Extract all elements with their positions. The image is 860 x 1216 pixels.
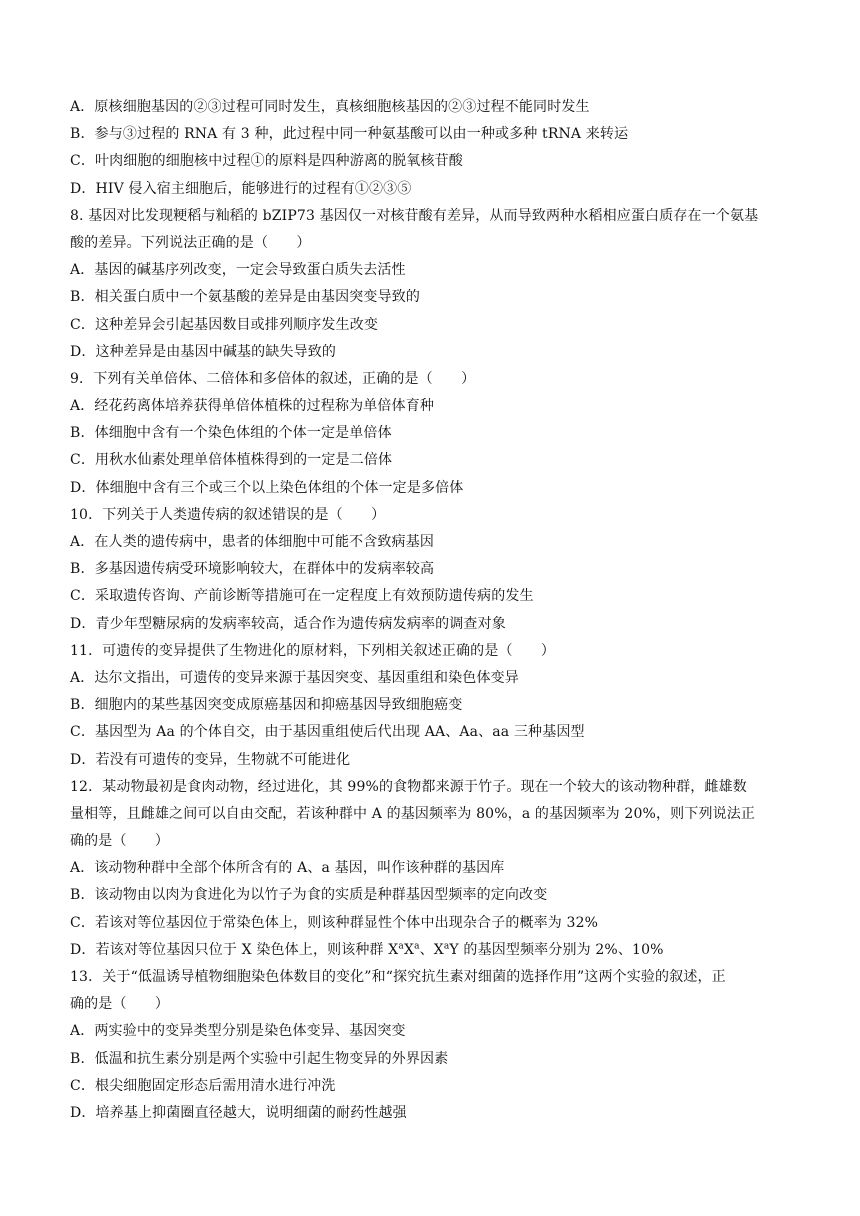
q11-option-b: B．细胞内的某些基因突变成原癌基因和抑癌基因导致细胞癌变 xyxy=(70,697,463,714)
question-10 xyxy=(70,502,808,638)
q12-stem-line-1: 12．某动物最初是食肉动物，经过进化，其 99%的食物都来源于竹子。现在一个较大的该动物种群，雌雄数 xyxy=(70,778,747,795)
q13-option-a: A．两实验中的变异类型分别是染色体变异、基因突变 xyxy=(70,1023,406,1040)
q12-option-d-sup-2: a xyxy=(414,941,420,952)
q8-stem-line-2: 酸的差异。下列说法正确的是（ ） xyxy=(70,234,311,251)
question-7-options xyxy=(70,94,808,203)
q12-option-a: A．该动物种群中全部个体所含有的 A、a 基因，叫作该种群的基因库 xyxy=(70,860,505,877)
q12-option-d-mid-2: 、X xyxy=(419,941,444,958)
q12-option-d-mid-1: X xyxy=(403,941,415,958)
q7-option-a: A．原核细胞基因的②③过程可同时发生，真核细胞核基因的②③过程不能同时发生 xyxy=(70,99,590,115)
q12-option-d xyxy=(70,937,808,964)
question-13 xyxy=(70,964,808,1127)
q9-option-a: A．经花药离体培养获得单倍体植株的过程称为单倍体育种 xyxy=(70,398,435,415)
q12-option-d-sup-3: a xyxy=(443,941,450,952)
q10-option-b: B．多基因遗传病受环境影响较大，在群体中的发病率较高 xyxy=(70,561,435,578)
q9-option-b: B．体细胞中含有一个染色体组的个体一定是单倍体 xyxy=(70,425,392,442)
question-12 xyxy=(70,774,808,964)
q12-option-b: B．该动物由以肉为食进化为以竹子为食的实质是种群基因型频率的定向改变 xyxy=(70,887,548,904)
q13-option-b: B．低温和抗生素分别是两个实验中引起生物变异的外界因素 xyxy=(70,1050,449,1067)
q8-stem-line-1: 8. 基因对比发现粳稻与籼稻的 bZIP73 基因仅一对核苷酸有差异，从而导致两种水稻相应蛋白质存在一个氨基 xyxy=(70,207,759,224)
q13-stem-line-2: 确的是（ ） xyxy=(70,996,170,1013)
q7-option-d: D．HIV 侵入宿主细胞后，能够进行的过程有①②③⑤ xyxy=(70,180,412,197)
question-9 xyxy=(70,366,808,502)
q12-stem-line-2: 量相等，且雌雄之间可以自由交配，若该种群中 A 的基因频率为 80%，a 的基因频率为 20%，则下列说法正 xyxy=(70,805,756,822)
q8-option-c: C．这种差异会引起基因数目或排列顺序发生改变 xyxy=(70,316,379,333)
question-8 xyxy=(70,203,808,366)
q12-option-d-suffix: Y 的基因型频率分别为 2%、10% xyxy=(449,941,664,958)
q8-option-d: D．这种差异是由基因中碱基的缺失导致的 xyxy=(70,343,337,360)
q13-option-d: D．培养基上抑菌圈直径越大，说明细菌的耐药性越强 xyxy=(70,1104,407,1121)
q11-option-c: C．基因型为 Aa 的个体自交，由于基因重组使后代出现 AA、Aa、aa 三种基因型 xyxy=(70,724,585,741)
question-11 xyxy=(70,638,808,774)
q10-option-d: D．青少年型糖尿病的发病率较高，适合作为遗传病发病率的调查对象 xyxy=(70,615,506,632)
q12-option-c: C．若该对等位基因位于常染色体上，则该种群显性个体中出现杂合子的概率为 32% xyxy=(70,914,599,931)
q13-stem-line-1: 13．关于“低温诱导植物细胞染色体数目的变化”和“探究抗生素对细菌的选择作用”这两个实验的叙述，正 xyxy=(70,969,726,985)
q10-stem: 10．下列关于人类遗传病的叙述错误的是（ ） xyxy=(70,506,386,523)
q10-option-c: C．采取遗传咨询、产前诊断等措施可在一定程度上有效预防遗传病的发生 xyxy=(70,588,534,605)
q8-option-a: A．基因的碱基序列改变，一定会导致蛋白质失去活性 xyxy=(70,262,406,279)
q9-option-d: D．体细胞中含有三个或三个以上染色体组的个体一定是多倍体 xyxy=(70,479,464,496)
q7-option-c: C．叶肉细胞的细胞核中过程①的原料是四种游离的脱氧核苷酸 xyxy=(70,153,463,170)
q9-option-c: C．用秋水仙素处理单倍体植株得到的一定是二倍体 xyxy=(70,452,393,469)
q12-option-d-prefix: D．若该对等位基因只位于 X 染色体上，则该种群 X xyxy=(70,941,399,958)
q10-option-a: A．在人类的遗传病中，患者的体细胞中可能不含致病基因 xyxy=(70,534,435,550)
q13-option-c: C．根尖细胞固定形态后需用清水进行冲洗 xyxy=(70,1077,336,1094)
q11-option-a: A．达尔文指出，可遗传的变异来源于基因突变、基因重组和染色体变异 xyxy=(70,669,519,686)
q11-option-d: D．若没有可遗传的变异，生物就不可能进化 xyxy=(70,751,351,768)
q12-stem-line-3: 确的是（ ） xyxy=(70,833,170,850)
exam-page xyxy=(70,94,808,1127)
q12-option-d-sup-1: a xyxy=(398,941,404,952)
q9-stem: 9．下列有关单倍体、二倍体和多倍体的叙述，正确的是（ ） xyxy=(70,370,476,387)
q8-option-b: B．相关蛋白质中一个氨基酸的差异是由基因突变导致的 xyxy=(70,289,421,306)
q7-option-b: B．参与③过程的 RNA 有 3 种，此过程中同一种氨基酸可以由一种或多种 tRNA 来转运 xyxy=(70,126,629,143)
q11-stem: 11．可遗传的变异提供了生物进化的原材料，下列相关叙述正确的是（ ） xyxy=(70,642,556,659)
